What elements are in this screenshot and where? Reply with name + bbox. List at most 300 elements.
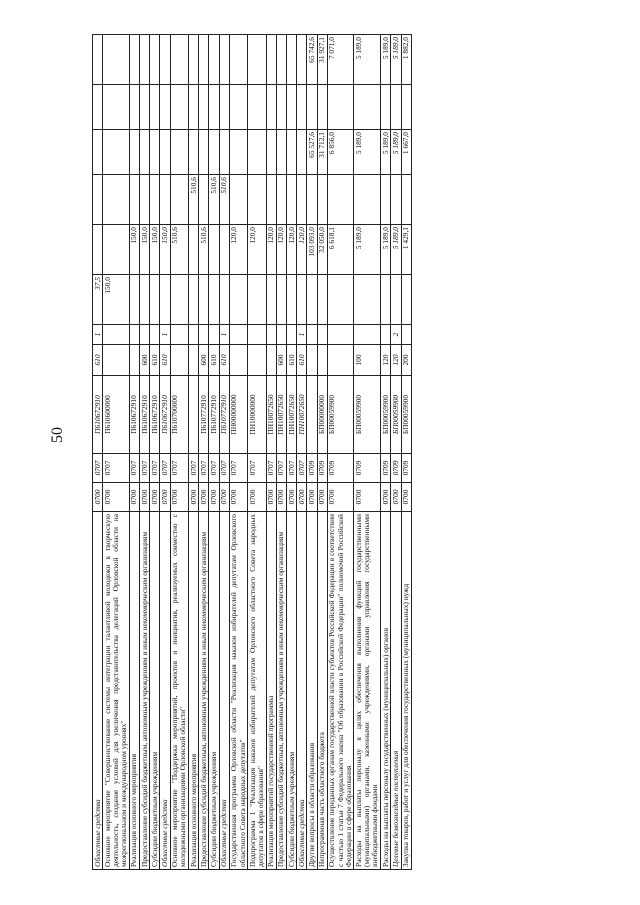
amount-5 xyxy=(354,85,381,130)
amount-4 xyxy=(219,130,229,175)
section-code: 0700 xyxy=(129,483,139,512)
table-row xyxy=(140,35,150,870)
funding-flag xyxy=(287,325,297,345)
target-article-code: П610600000 xyxy=(103,376,130,454)
amount-4: 5 189,0 xyxy=(381,130,391,175)
amount-2: 5 189,0 xyxy=(391,225,401,275)
amount-1 xyxy=(276,275,286,325)
amount-2: 103 093,0 xyxy=(307,225,317,275)
amount-4 xyxy=(297,130,307,175)
row-name: Субсидии бюджетным учреждениям xyxy=(287,512,297,870)
amount-1 xyxy=(287,275,297,325)
section-code: 0700 xyxy=(93,483,103,512)
subsection-code: 0707 xyxy=(170,454,188,483)
row-name: Основное мероприятие "Поддержка мероприятий, проектов и инициатив, реализуемых совместно с молодежными организациями Орловской области" xyxy=(170,512,188,870)
amount-1 xyxy=(229,275,247,325)
amount-5 xyxy=(160,85,170,130)
expense-type-code xyxy=(248,345,266,376)
expense-type-code: 610 xyxy=(287,345,297,376)
amount-1 xyxy=(327,275,354,325)
row-name: Осуществление переданных органам государственной власти субъектов Российской Федерации в соответствии с частью 1 статьи 7 Федерального закона "Об образовании в Российской Федерации" полномочий Российской Федерации в сфере образования xyxy=(327,512,354,870)
amount-6 xyxy=(150,35,160,85)
section-code: 0700 xyxy=(229,483,247,512)
funding-flag xyxy=(381,325,391,345)
subsection-code: 0707 xyxy=(93,454,103,483)
amount-3 xyxy=(276,175,286,225)
amount-1 xyxy=(189,275,199,325)
amount-5 xyxy=(199,85,209,130)
subsection-code: 0709 xyxy=(327,454,354,483)
amount-5 xyxy=(266,85,276,130)
amount-6 xyxy=(93,35,103,85)
expense-type-code: 610 xyxy=(219,345,229,376)
target-article-code: БП00059900 xyxy=(381,376,391,454)
funding-flag: 1 xyxy=(219,325,229,345)
amount-2: 510,6 xyxy=(170,225,188,275)
section-code: 0700 xyxy=(317,483,327,512)
target-article-code: ПН10000000 xyxy=(248,376,266,454)
subsection-code: 0709 xyxy=(401,454,411,483)
row-name: Государственная программа Орловской области "Реализация наказов избирателей депутатам Орловского областного Совета народных депутатов" xyxy=(229,512,247,870)
row-name: Субсидии бюджетным учреждениям xyxy=(150,512,160,870)
funding-flag xyxy=(103,325,130,345)
table-row xyxy=(317,35,327,870)
target-article-code: П610672910 xyxy=(129,376,139,454)
amount-1 xyxy=(248,275,266,325)
amount-5 xyxy=(307,85,317,130)
expense-type-code xyxy=(189,345,199,376)
amount-3 xyxy=(266,175,276,225)
amount-1 xyxy=(140,275,150,325)
table-row xyxy=(248,35,266,870)
expense-type-code xyxy=(103,345,130,376)
subsection-code: 0707 xyxy=(209,454,219,483)
funding-flag xyxy=(189,325,199,345)
amount-4 xyxy=(160,130,170,175)
section-code: 0700 xyxy=(276,483,286,512)
amount-2: 5 189,0 xyxy=(381,225,391,275)
subsection-code: 0707 xyxy=(248,454,266,483)
amount-4: 1 667,0 xyxy=(401,130,411,175)
section-code: 0700 xyxy=(189,483,199,512)
section-code: 0700 xyxy=(170,483,188,512)
table-row xyxy=(209,35,219,870)
section-code: 0700 xyxy=(140,483,150,512)
funding-flag xyxy=(327,325,354,345)
amount-6: 7 071,0 xyxy=(327,35,354,85)
table-row xyxy=(160,35,170,870)
funding-flag xyxy=(209,325,219,345)
row-name: Предоставление субсидий бюджетным, автономным учреждениям и иным некоммерческим организациям xyxy=(140,512,150,870)
amount-4 xyxy=(276,130,286,175)
amount-6 xyxy=(140,35,150,85)
amount-6: 1 882,0 xyxy=(401,35,411,85)
budget-table xyxy=(92,34,412,870)
amount-2: 150,0 xyxy=(150,225,160,275)
amount-2: 150,0 xyxy=(160,225,170,275)
amount-3 xyxy=(140,175,150,225)
target-article-code xyxy=(307,376,317,454)
expense-type-code: 610 xyxy=(150,345,160,376)
table-row xyxy=(199,35,209,870)
amount-1 xyxy=(401,275,411,325)
amount-3 xyxy=(103,175,130,225)
amount-5 xyxy=(327,85,354,130)
amount-4 xyxy=(150,130,160,175)
expense-type-code: 200 xyxy=(401,345,411,376)
amount-6 xyxy=(266,35,276,85)
amount-3 xyxy=(199,175,209,225)
amount-3 xyxy=(287,175,297,225)
table-row xyxy=(189,35,199,870)
amount-3 xyxy=(297,175,307,225)
table-row xyxy=(327,35,354,870)
expense-type-code: 100 xyxy=(354,345,381,376)
expense-type-code: 600 xyxy=(276,345,286,376)
amount-3 xyxy=(150,175,160,225)
amount-3: 510,6 xyxy=(219,175,229,225)
funding-flag xyxy=(248,325,266,345)
funding-flag: 1 xyxy=(297,325,307,345)
row-name: Областные средства xyxy=(160,512,170,870)
section-code: 0700 xyxy=(391,483,401,512)
amount-2: 120,0 xyxy=(229,225,247,275)
row-name: Подпрограмма 1 "Реализация наказов избирателей депутатам Орловского областного Совета народных депутатов в сфере образования" xyxy=(248,512,266,870)
amount-4 xyxy=(189,130,199,175)
amount-2: 120,0 xyxy=(297,225,307,275)
amount-3 xyxy=(327,175,354,225)
funding-flag xyxy=(354,325,381,345)
amount-5 xyxy=(381,85,391,130)
amount-1 xyxy=(160,275,170,325)
amount-1 xyxy=(129,275,139,325)
expense-type-code xyxy=(229,345,247,376)
row-name: Реализация основного мероприятия xyxy=(189,512,199,870)
subsection-code: 0709 xyxy=(391,454,401,483)
target-article-code: БП00059900 xyxy=(401,376,411,454)
subsection-code: 0707 xyxy=(140,454,150,483)
amount-3 xyxy=(160,175,170,225)
funding-flag xyxy=(317,325,327,345)
amount-6 xyxy=(248,35,266,85)
target-article-code: БП00000000 xyxy=(317,376,327,454)
row-name: Областные средства xyxy=(93,512,103,870)
table-row xyxy=(266,35,276,870)
amount-2: 120,0 xyxy=(287,225,297,275)
amount-3 xyxy=(93,175,103,225)
funding-flag xyxy=(266,325,276,345)
amount-5 xyxy=(391,85,401,130)
expense-type-code: 610 xyxy=(93,345,103,376)
target-article-code: П610672910 xyxy=(93,376,103,454)
row-name: Реализация мероприятий государственной программы xyxy=(266,512,276,870)
amount-2: 5 189,0 xyxy=(354,225,381,275)
subsection-code: 0709 xyxy=(354,454,381,483)
section-code: 0700 xyxy=(150,483,160,512)
amount-2 xyxy=(103,225,130,275)
amount-3 xyxy=(391,175,401,225)
amount-4 xyxy=(229,130,247,175)
amount-2: 150,0 xyxy=(129,225,139,275)
amount-3 xyxy=(354,175,381,225)
section-code: 0700 xyxy=(160,483,170,512)
section-code: 0700 xyxy=(209,483,219,512)
funding-flag xyxy=(276,325,286,345)
expense-type-code: 600 xyxy=(140,345,150,376)
section-code: 0700 xyxy=(327,483,354,512)
row-name: Расходы на выплаты персоналу государственных (муниципальных) органов xyxy=(381,512,391,870)
subsection-code: 0707 xyxy=(229,454,247,483)
amount-2: 32 050,0 xyxy=(317,225,327,275)
expense-type-code: 600 xyxy=(199,345,209,376)
funding-flag xyxy=(170,325,188,345)
amount-4: 31 712,1 xyxy=(317,130,327,175)
target-article-code: П610672910 xyxy=(150,376,160,454)
table-row xyxy=(219,35,229,870)
amount-3 xyxy=(129,175,139,225)
amount-4: 5 189,0 xyxy=(391,130,401,175)
amount-6: 5 189,0 xyxy=(381,35,391,85)
amount-6 xyxy=(199,35,209,85)
amount-2: 510,6 xyxy=(199,225,209,275)
section-code: 0700 xyxy=(287,483,297,512)
funding-flag: 1 xyxy=(93,325,103,345)
amount-3 xyxy=(170,175,188,225)
funding-flag xyxy=(401,325,411,345)
table-row xyxy=(354,35,381,870)
amount-6: 5 189,0 xyxy=(354,35,381,85)
amount-6 xyxy=(129,35,139,85)
target-article-code: ПН00000000 xyxy=(229,376,247,454)
table-row xyxy=(297,35,307,870)
amount-5 xyxy=(229,85,247,130)
amount-3 xyxy=(381,175,391,225)
subsection-code: 0707 xyxy=(189,454,199,483)
amount-1: 150,0 xyxy=(103,275,130,325)
row-name: Предоставление субсидий бюджетным, автономным учреждениям и иным некоммерческим организациям xyxy=(276,512,286,870)
row-name: Непрограммная часть областного бюджета xyxy=(317,512,327,870)
expense-type-code xyxy=(327,345,354,376)
amount-4 xyxy=(287,130,297,175)
amount-5 xyxy=(93,85,103,130)
funding-flag xyxy=(150,325,160,345)
target-article-code: П610672910 xyxy=(140,376,150,454)
amount-2 xyxy=(219,225,229,275)
amount-4 xyxy=(170,130,188,175)
row-name: Расходы на выплаты персоналу в целях обеспечения выполнения функций государственными (муниципальными) органами, казенными учреждениями, органами управления государственными внебюджетными фондами xyxy=(354,512,381,870)
amount-4 xyxy=(199,130,209,175)
table-row xyxy=(287,35,297,870)
target-article-code: ПН10072650 xyxy=(276,376,286,454)
amount-4: 65 527,6 xyxy=(307,130,317,175)
row-name: Областные средства xyxy=(297,512,307,870)
amount-1 xyxy=(150,275,160,325)
target-article-code: П610772910 xyxy=(209,376,219,454)
amount-1 xyxy=(354,275,381,325)
section-code: 0700 xyxy=(248,483,266,512)
row-name: Областные средства xyxy=(219,512,229,870)
funding-flag xyxy=(307,325,317,345)
table-body xyxy=(93,35,412,870)
section-code: 0700 xyxy=(199,483,209,512)
subsection-code: 0709 xyxy=(317,454,327,483)
amount-4 xyxy=(93,130,103,175)
amount-1 xyxy=(170,275,188,325)
amount-6 xyxy=(229,35,247,85)
amount-4 xyxy=(248,130,266,175)
expense-type-code xyxy=(317,345,327,376)
amount-4 xyxy=(103,130,130,175)
amount-4 xyxy=(129,130,139,175)
table-row xyxy=(401,35,411,870)
section-code: 0700 xyxy=(297,483,307,512)
amount-1 xyxy=(266,275,276,325)
amount-1 xyxy=(219,275,229,325)
amount-2: 1 429,1 xyxy=(401,225,411,275)
amount-6: 5 189,0 xyxy=(391,35,401,85)
amount-6 xyxy=(276,35,286,85)
table-row xyxy=(307,35,317,870)
target-article-code: П610672910 xyxy=(160,376,170,454)
amount-6 xyxy=(103,35,130,85)
amount-6 xyxy=(219,35,229,85)
row-name: Целевые безвозмездные поступления xyxy=(391,512,401,870)
target-article-code xyxy=(189,376,199,454)
amount-5 xyxy=(248,85,266,130)
amount-1 xyxy=(209,275,219,325)
page-number: 50 xyxy=(49,427,66,443)
amount-1 xyxy=(297,275,307,325)
section-code: 0700 xyxy=(307,483,317,512)
amount-3 xyxy=(307,175,317,225)
amount-1 xyxy=(317,275,327,325)
expense-type-code: 120 xyxy=(381,345,391,376)
section-code: 0700 xyxy=(103,483,130,512)
expense-type-code: 120 xyxy=(391,345,401,376)
row-name: Предоставление субсидий бюджетным, автономным учреждениям и иным некоммерческим организациям xyxy=(199,512,209,870)
target-article-code: ПН10072650 xyxy=(297,376,307,454)
amount-5 xyxy=(140,85,150,130)
target-article-code: П610772910 xyxy=(219,376,229,454)
expense-type-code xyxy=(170,345,188,376)
amount-2 xyxy=(189,225,199,275)
table-row xyxy=(129,35,139,870)
subsection-code: 0707 xyxy=(276,454,286,483)
amount-5 xyxy=(287,85,297,130)
amount-5 xyxy=(103,85,130,130)
funding-flag xyxy=(140,325,150,345)
amount-4 xyxy=(140,130,150,175)
target-article-code: ПН10072650 xyxy=(266,376,276,454)
amount-5 xyxy=(209,85,219,130)
rotated-table-wrapper xyxy=(92,35,604,870)
amount-3 xyxy=(229,175,247,225)
amount-5 xyxy=(189,85,199,130)
amount-6 xyxy=(209,35,219,85)
table-row xyxy=(391,35,401,870)
subsection-code: 0709 xyxy=(381,454,391,483)
amount-3: 510,6 xyxy=(209,175,219,225)
section-code: 0700 xyxy=(266,483,276,512)
expense-type-code: 610 xyxy=(160,345,170,376)
amount-4 xyxy=(209,130,219,175)
subsection-code: 0707 xyxy=(219,454,229,483)
table-row xyxy=(93,35,103,870)
amount-3 xyxy=(401,175,411,225)
amount-2 xyxy=(209,225,219,275)
target-article-code: БП00059900 xyxy=(391,376,401,454)
target-article-code: БП00059900 xyxy=(327,376,354,454)
amount-2: 120,0 xyxy=(276,225,286,275)
expense-type-code: 610 xyxy=(297,345,307,376)
amount-1 xyxy=(381,275,391,325)
amount-2: 150,0 xyxy=(140,225,150,275)
amount-5 xyxy=(170,85,188,130)
section-code: 0700 xyxy=(401,483,411,512)
amount-6 xyxy=(170,35,188,85)
amount-2: 120,0 xyxy=(248,225,266,275)
subsection-code: 0707 xyxy=(160,454,170,483)
subsection-code: 0709 xyxy=(307,454,317,483)
table-row xyxy=(150,35,160,870)
subsection-code: 0707 xyxy=(129,454,139,483)
amount-1 xyxy=(199,275,209,325)
section-code: 0700 xyxy=(381,483,391,512)
amount-5 xyxy=(297,85,307,130)
subsection-code: 0707 xyxy=(266,454,276,483)
funding-flag xyxy=(199,325,209,345)
row-name: Основное мероприятие "Совершенствование системы интеграции талантливой молодежи в творческую деятельность, создание условий для увеличения представительства делегаций Орловской области на межрегиональном и международном уровнях" xyxy=(103,512,130,870)
expense-type-code xyxy=(129,345,139,376)
target-article-code: БП00059900 xyxy=(354,376,381,454)
section-code: 0700 xyxy=(354,483,381,512)
amount-3 xyxy=(317,175,327,225)
amount-2: 120,0 xyxy=(266,225,276,275)
amount-5 xyxy=(276,85,286,130)
table-row xyxy=(229,35,247,870)
funding-flag: 2 xyxy=(391,325,401,345)
amount-5 xyxy=(317,85,327,130)
target-article-code: П610772910 xyxy=(199,376,209,454)
subsection-code: 0707 xyxy=(287,454,297,483)
funding-flag xyxy=(229,325,247,345)
amount-6 xyxy=(160,35,170,85)
amount-6 xyxy=(297,35,307,85)
expense-type-code xyxy=(266,345,276,376)
table-row xyxy=(381,35,391,870)
amount-4: 5 189,0 xyxy=(354,130,381,175)
amount-6 xyxy=(287,35,297,85)
amount-6: 65 742,6 xyxy=(307,35,317,85)
amount-1: 37,5 xyxy=(93,275,103,325)
row-name: Другие вопросы в области образования xyxy=(307,512,317,870)
subsection-code: 0707 xyxy=(297,454,307,483)
subsection-code: 0707 xyxy=(103,454,130,483)
subsection-code: 0707 xyxy=(150,454,160,483)
amount-5 xyxy=(401,85,411,130)
table-row xyxy=(103,35,130,870)
amount-5 xyxy=(129,85,139,130)
amount-1 xyxy=(307,275,317,325)
funding-flag xyxy=(129,325,139,345)
amount-5 xyxy=(150,85,160,130)
amount-1 xyxy=(391,275,401,325)
expense-type-code: 610 xyxy=(209,345,219,376)
amount-6 xyxy=(189,35,199,85)
amount-3 xyxy=(248,175,266,225)
target-article-code: ПН10072650 xyxy=(287,376,297,454)
expense-type-code xyxy=(307,345,317,376)
